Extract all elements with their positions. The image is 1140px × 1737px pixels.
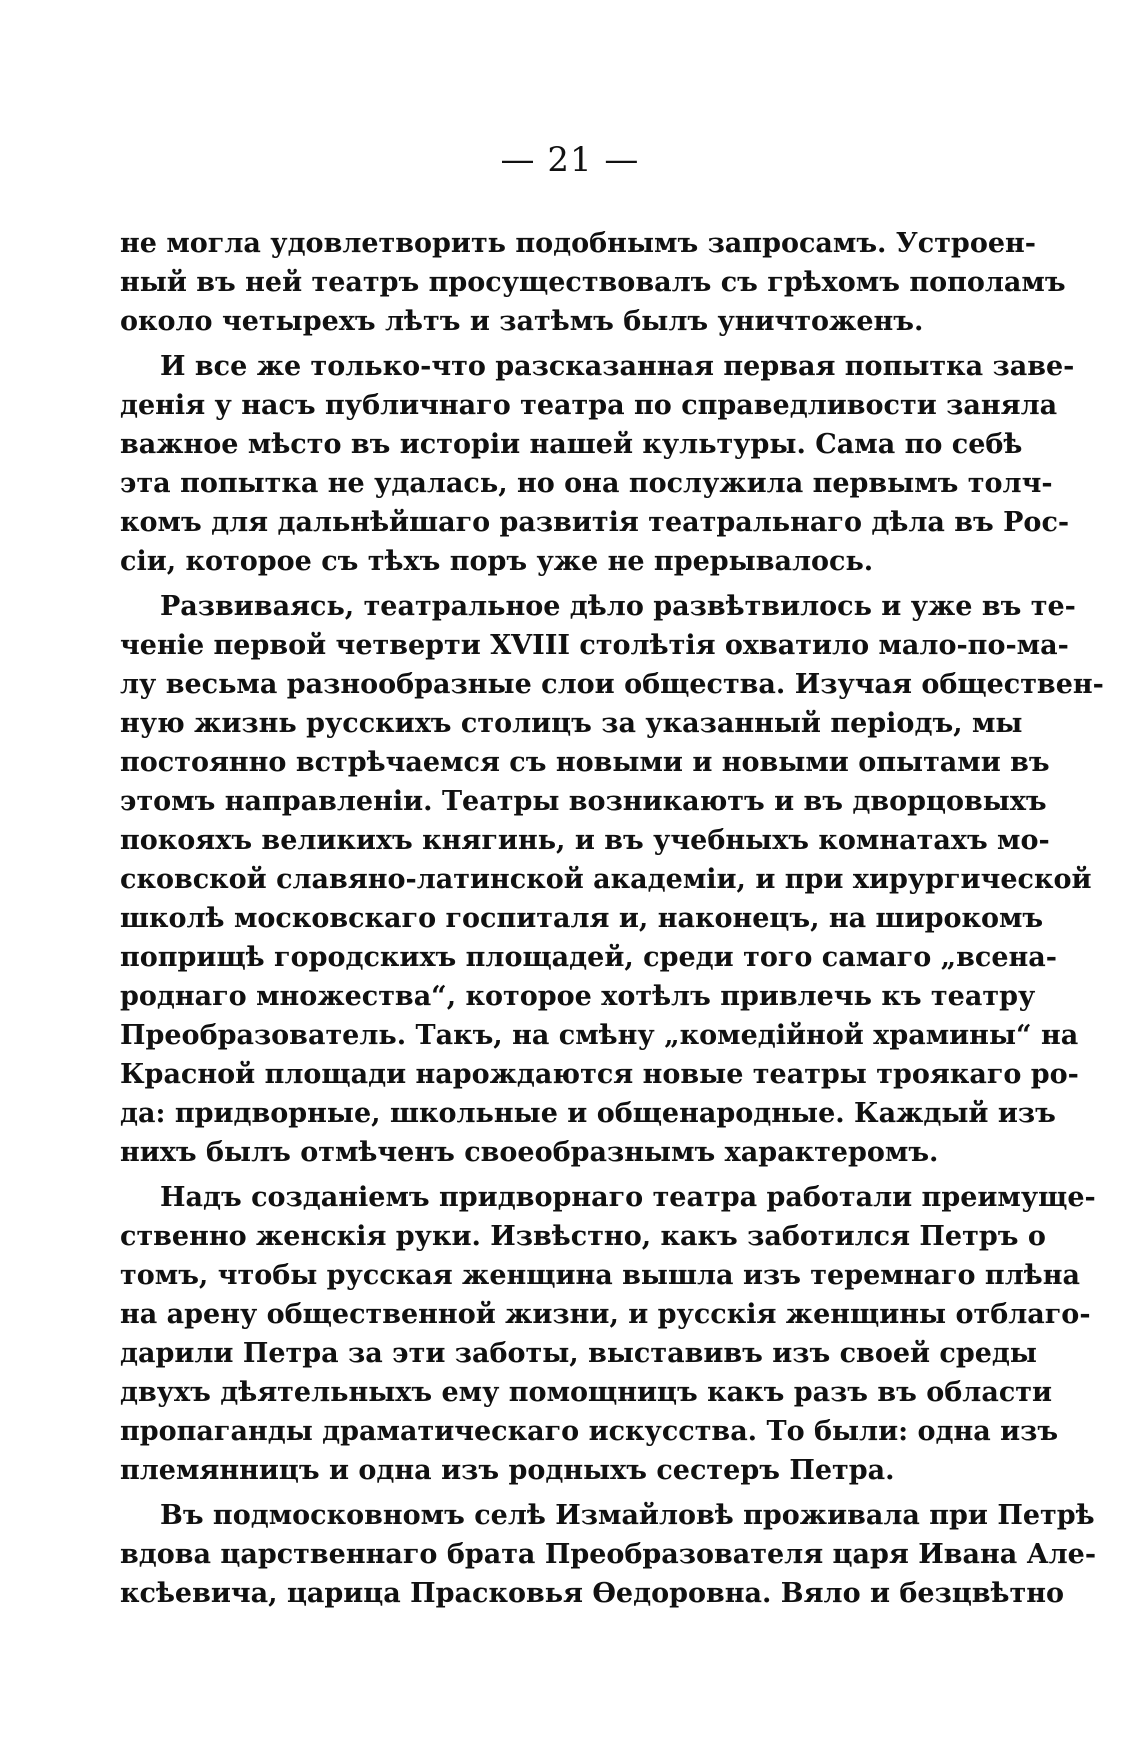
text-line: сіи, которое съ тѣхъ поръ уже не прерывалось. [120,546,874,577]
text-line: ченіе первой четверти XVIII столѣтія охватило мало-по-ма- [120,630,1069,661]
text-line: роднаго множества“, которое хотѣлъ привлечь къ театру [120,981,1036,1012]
text-line: Преобразователь. Такъ, на смѣну „комедійной храмины“ на [120,1020,1079,1051]
text-line: племянницъ и одна изъ родныхъ сестеръ Петра. [120,1455,895,1486]
text-line: постоянно встрѣчаемся съ новыми и новыми опытами въ [120,747,1050,778]
text-line: ксѣевича, царица Прасковья Ѳедоровна. Вяло и безцвѣтно [120,1578,1065,1609]
text-line: лу весьма разнообразные слои общества. Изучая обществен- [120,669,1104,700]
paragraph [120,224,1066,341]
page-number: — 21 — [500,140,640,180]
text-line: около четырехъ лѣтъ и затѣмъ былъ уничтоженъ. [120,306,924,337]
text-line: томъ, чтобы русская женщина вышла изъ теремнаго плѣна [120,1260,1080,1291]
text-line: нихъ былъ отмѣченъ своеобразнымъ характеромъ. [120,1137,939,1168]
text-line: школѣ московскаго госпиталя и, наконецъ, на широкомъ [120,903,1044,934]
text-line: да: придворные, школьные и общенародные. Каждый изъ [120,1098,1056,1129]
text-line: этомъ направленіи. Театры возникаютъ и въ дворцовыхъ [120,786,1047,817]
text-line: вдова царственнаго брата Преобразователя царя Ивана Але- [120,1539,1097,1570]
text-line: ный въ ней театръ просуществовалъ съ грѣхомъ пополамъ [120,267,1066,298]
text-line: эта попытка не удалась, но она послужила первымъ толч- [120,468,1053,499]
text-line: пропаганды драматическаго искусства. То были: одна изъ [120,1416,1059,1447]
paragraph [120,1178,1096,1490]
paragraph [120,347,1075,581]
text-line: дарили Петра за эти заботы, выставивъ изъ своей среды [120,1338,1037,1369]
text-line: покояхъ великихъ княгинь, и въ учебныхъ комнатахъ мо- [120,825,1050,856]
text-line: на арену общественной жизни, и русскія женщины отблаго- [120,1299,1091,1330]
text-line: денія у насъ публичнаго театра по справедливости заняла [120,390,1058,421]
text-line: важное мѣсто въ исторіи нашей культуры. Сама по себѣ [120,429,1023,460]
body-text [120,224,1104,1619]
text-line: комъ для дальнѣйшаго развитія театральнаго дѣла въ Рос- [120,507,1070,538]
text-line: Въ подмосковномъ селѣ Измайловѣ проживала при Петрѣ [160,1500,1095,1531]
text-line: Красной площади нарождаются новые театры троякаго ро- [120,1059,1079,1090]
text-line: поприщѣ городскихъ площадей, среди того самаго „всена- [120,942,1057,973]
paragraph [120,587,1104,1172]
text-line: не могла удовлетворить подобнымъ запросамъ. Устроен- [120,228,1036,259]
paragraph [120,1496,1097,1613]
text-line: ную жизнь русскихъ столицъ за указанный періодъ, мы [120,708,1023,739]
text-line: двухъ дѣятельныхъ ему помощницъ какъ разъ въ области [120,1377,1053,1408]
text-line: ственно женскія руки. Извѣстно, какъ заботился Петръ о [120,1221,1046,1252]
text-line: И все же только-что разсказанная первая попытка заве- [160,351,1075,382]
text-line: Надъ созданіемъ придворнаго театра работали преимуще- [160,1182,1096,1213]
text-line: Развиваясь, театральное дѣло развѣтвилось и уже въ те- [160,591,1076,622]
text-line: сковской славяно-латинской академіи, и при хирургической [120,864,1092,895]
